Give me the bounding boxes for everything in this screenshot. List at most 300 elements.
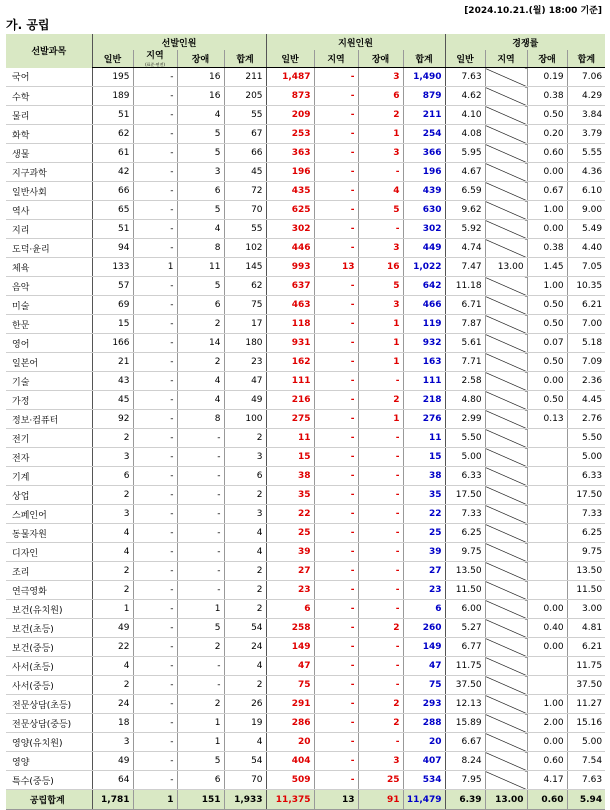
applied-region-cell: - xyxy=(314,733,358,752)
applied-total-cell: 38 xyxy=(403,467,445,486)
ratio-total-cell: 11.27 xyxy=(567,695,605,714)
ratio-general-cell: 7.71 xyxy=(445,353,485,372)
applied-region-cell: - xyxy=(314,505,358,524)
applied-general-cell: 286 xyxy=(266,714,314,733)
applied-total-cell: 211 xyxy=(403,106,445,125)
ratio-region-cell xyxy=(485,714,527,733)
table-row xyxy=(6,448,605,467)
ratio-region-cell xyxy=(485,353,527,372)
selected-region-cell: - xyxy=(133,144,177,163)
header-ratio-general: 일반 xyxy=(445,50,485,68)
applied-general-cell: 11,375 xyxy=(266,790,314,810)
selected-region-cell: - xyxy=(133,657,177,676)
selected-region-cell: - xyxy=(133,676,177,695)
applied-total-cell: 47 xyxy=(403,657,445,676)
ratio-total-cell: 4.81 xyxy=(567,619,605,638)
subject-cell: 전기 xyxy=(6,429,92,448)
applied-total-cell: 1,490 xyxy=(403,68,445,87)
subject-cell: 전문상담(중등) xyxy=(6,714,92,733)
ratio-region-cell xyxy=(485,733,527,752)
selected-general-cell: 49 xyxy=(92,619,133,638)
ratio-region-cell xyxy=(485,429,527,448)
selected-region-cell: - xyxy=(133,524,177,543)
header-sel-region: 지역 (표준·연전) xyxy=(133,50,177,68)
selected-region-cell: - xyxy=(133,505,177,524)
applied-general-cell: 11 xyxy=(266,429,314,448)
ratio-total-cell: 7.05 xyxy=(567,258,605,277)
ratio-total-cell: 7.63 xyxy=(567,771,605,790)
selected-region-cell: - xyxy=(133,106,177,125)
selected-general-cell: 61 xyxy=(92,144,133,163)
selected-general-cell: 1 xyxy=(92,600,133,619)
table-row xyxy=(6,87,605,106)
applied-total-cell: 111 xyxy=(403,372,445,391)
selected-general-cell: 4 xyxy=(92,524,133,543)
ratio-region-cell xyxy=(485,695,527,714)
section-title: 가. 공립 xyxy=(6,18,50,32)
selected-general-cell: 62 xyxy=(92,125,133,144)
selected-region-cell: 1 xyxy=(133,258,177,277)
ratio-total-cell: 4.36 xyxy=(567,163,605,182)
ratio-disabled-cell: 2.00 xyxy=(527,714,567,733)
selected-total-cell: 4 xyxy=(224,733,266,752)
ratio-disabled-cell: 1.00 xyxy=(527,695,567,714)
ratio-general-cell: 9.75 xyxy=(445,543,485,562)
subject-cell: 미술 xyxy=(6,296,92,315)
applied-region-cell: - xyxy=(314,714,358,733)
selected-region-cell: - xyxy=(133,68,177,87)
selected-general-cell: 3 xyxy=(92,448,133,467)
applied-region-cell: - xyxy=(314,486,358,505)
header-ratio: 경쟁률 xyxy=(445,34,605,50)
ratio-general-cell: 5.27 xyxy=(445,619,485,638)
header-subject: 선발과목 xyxy=(6,34,92,68)
applied-general-cell: 993 xyxy=(266,258,314,277)
subject-cell: 기술 xyxy=(6,372,92,391)
ratio-total-cell: 5.94 xyxy=(567,790,605,810)
selected-disabled-cell: - xyxy=(177,429,224,448)
applied-total-cell: 39 xyxy=(403,543,445,562)
ratio-general-cell: 6.77 xyxy=(445,638,485,657)
selected-disabled-cell: - xyxy=(177,581,224,600)
selected-region-cell: - xyxy=(133,277,177,296)
selected-total-cell: 205 xyxy=(224,87,266,106)
applied-region-cell: - xyxy=(314,562,358,581)
applied-general-cell: 25 xyxy=(266,524,314,543)
applied-total-cell: 260 xyxy=(403,619,445,638)
applied-total-cell: 149 xyxy=(403,638,445,657)
table-row xyxy=(6,752,605,771)
subject-cell: 역사 xyxy=(6,201,92,220)
ratio-total-cell: 2.76 xyxy=(567,410,605,429)
applied-total-cell: 163 xyxy=(403,353,445,372)
selected-general-cell: 51 xyxy=(92,220,133,239)
applied-general-cell: 625 xyxy=(266,201,314,220)
selected-total-cell: 3 xyxy=(224,505,266,524)
ratio-disabled-cell: 0.00 xyxy=(527,638,567,657)
applied-general-cell: 873 xyxy=(266,87,314,106)
selected-total-cell: 2 xyxy=(224,581,266,600)
subject-cell: 지리 xyxy=(6,220,92,239)
ratio-disabled-cell: 1.45 xyxy=(527,258,567,277)
applied-region-cell: - xyxy=(314,638,358,657)
applied-general-cell: 637 xyxy=(266,277,314,296)
selected-general-cell: 3 xyxy=(92,505,133,524)
table-row xyxy=(6,391,605,410)
ratio-general-cell: 7.47 xyxy=(445,258,485,277)
selected-total-cell: 67 xyxy=(224,125,266,144)
ratio-disabled-cell xyxy=(527,429,567,448)
selected-total-cell: 47 xyxy=(224,372,266,391)
applied-region-cell: - xyxy=(314,581,358,600)
header-sel-general: 일반 xyxy=(92,50,133,68)
selected-total-cell: 102 xyxy=(224,239,266,258)
ratio-region-cell xyxy=(485,220,527,239)
ratio-region-cell xyxy=(485,182,527,201)
selected-disabled-cell: - xyxy=(177,467,224,486)
applied-total-cell: 75 xyxy=(403,676,445,695)
table-row xyxy=(6,619,605,638)
selected-total-cell: 180 xyxy=(224,334,266,353)
table-row xyxy=(6,182,605,201)
ratio-total-cell: 9.00 xyxy=(567,201,605,220)
applied-disabled-cell: - xyxy=(358,448,403,467)
selected-disabled-cell: 14 xyxy=(177,334,224,353)
selected-general-cell: 1,781 xyxy=(92,790,133,810)
table-row xyxy=(6,771,605,790)
selected-total-cell: 19 xyxy=(224,714,266,733)
ratio-total-cell: 7.09 xyxy=(567,353,605,372)
applied-total-cell: 439 xyxy=(403,182,445,201)
applied-region-cell: - xyxy=(314,163,358,182)
selected-general-cell: 4 xyxy=(92,543,133,562)
ratio-region-cell: 13.00 xyxy=(485,258,527,277)
applied-general-cell: 15 xyxy=(266,448,314,467)
applied-general-cell: 931 xyxy=(266,334,314,353)
selected-total-cell: 24 xyxy=(224,638,266,657)
subject-cell: 화학 xyxy=(6,125,92,144)
selected-general-cell: 66 xyxy=(92,182,133,201)
applied-total-cell: 879 xyxy=(403,87,445,106)
table-row xyxy=(6,638,605,657)
ratio-region-cell xyxy=(485,163,527,182)
applied-disabled-cell: - xyxy=(358,562,403,581)
table-row xyxy=(6,315,605,334)
selected-total-cell: 26 xyxy=(224,695,266,714)
ratio-region-cell xyxy=(485,410,527,429)
applied-disabled-cell: 6 xyxy=(358,87,403,106)
applied-disabled-cell: - xyxy=(358,372,403,391)
subject-cell: 체육 xyxy=(6,258,92,277)
applied-total-cell: 218 xyxy=(403,391,445,410)
ratio-region-cell xyxy=(485,87,527,106)
ratio-total-cell: 5.50 xyxy=(567,429,605,448)
applied-general-cell: 162 xyxy=(266,353,314,372)
ratio-disabled-cell: 0.50 xyxy=(527,315,567,334)
ratio-disabled-cell: 0.40 xyxy=(527,619,567,638)
selected-disabled-cell: 5 xyxy=(177,619,224,638)
selected-total-cell: 1,933 xyxy=(224,790,266,810)
applied-region-cell: - xyxy=(314,391,358,410)
selected-disabled-cell: 1 xyxy=(177,714,224,733)
ratio-disabled-cell: 0.00 xyxy=(527,372,567,391)
applied-region-cell: - xyxy=(314,619,358,638)
ratio-general-cell: 5.50 xyxy=(445,429,485,448)
selected-region-cell: - xyxy=(133,391,177,410)
selected-region-cell: - xyxy=(133,733,177,752)
applied-disabled-cell: - xyxy=(358,163,403,182)
selected-general-cell: 57 xyxy=(92,277,133,296)
applied-disabled-cell: 2 xyxy=(358,714,403,733)
ratio-region-cell xyxy=(485,391,527,410)
ratio-disabled-cell: 0.50 xyxy=(527,391,567,410)
applied-disabled-cell: 3 xyxy=(358,68,403,87)
ratio-general-cell: 7.95 xyxy=(445,771,485,790)
selected-disabled-cell: 5 xyxy=(177,752,224,771)
applied-total-cell: 449 xyxy=(403,239,445,258)
applied-total-cell: 22 xyxy=(403,505,445,524)
applied-region-cell: - xyxy=(314,372,358,391)
applied-general-cell: 196 xyxy=(266,163,314,182)
ratio-region-cell: 13.00 xyxy=(485,790,527,810)
subject-cell: 수학 xyxy=(6,87,92,106)
applied-region-cell: - xyxy=(314,220,358,239)
selected-disabled-cell: 8 xyxy=(177,410,224,429)
selected-disabled-cell: 6 xyxy=(177,296,224,315)
subject-cell: 연극영화 xyxy=(6,581,92,600)
applied-general-cell: 253 xyxy=(266,125,314,144)
selected-total-cell: 2 xyxy=(224,562,266,581)
applied-total-cell: 11,479 xyxy=(403,790,445,810)
table-row xyxy=(6,714,605,733)
applied-region-cell: - xyxy=(314,524,358,543)
ratio-total-cell: 7.00 xyxy=(567,315,605,334)
header-ratio-region: 지역 xyxy=(485,50,527,68)
selected-general-cell: 166 xyxy=(92,334,133,353)
selected-region-cell: - xyxy=(133,543,177,562)
applied-total-cell: 15 xyxy=(403,448,445,467)
selected-general-cell: 2 xyxy=(92,676,133,695)
applied-general-cell: 27 xyxy=(266,562,314,581)
applied-disabled-cell: 25 xyxy=(358,771,403,790)
ratio-total-cell: 5.00 xyxy=(567,733,605,752)
applied-region-cell: - xyxy=(314,676,358,695)
subject-cell: 전문상담(초등) xyxy=(6,695,92,714)
table-row xyxy=(6,695,605,714)
applied-region-cell: - xyxy=(314,429,358,448)
ratio-general-cell: 7.87 xyxy=(445,315,485,334)
selected-total-cell: 100 xyxy=(224,410,266,429)
ratio-total-cell: 5.00 xyxy=(567,448,605,467)
applied-total-cell: 630 xyxy=(403,201,445,220)
subject-cell: 일반사회 xyxy=(6,182,92,201)
applied-disabled-cell: - xyxy=(358,676,403,695)
applied-disabled-cell: 16 xyxy=(358,258,403,277)
ratio-region-cell xyxy=(485,638,527,657)
ratio-region-cell xyxy=(485,619,527,638)
selected-region-cell: - xyxy=(133,448,177,467)
applied-total-cell: 119 xyxy=(403,315,445,334)
subject-cell: 디자인 xyxy=(6,543,92,562)
ratio-region-cell xyxy=(485,201,527,220)
selected-disabled-cell: 4 xyxy=(177,106,224,125)
ratio-general-cell: 9.62 xyxy=(445,201,485,220)
table-row xyxy=(6,353,605,372)
header-sel-disabled: 장애 xyxy=(177,50,224,68)
selected-disabled-cell: - xyxy=(177,505,224,524)
table-row xyxy=(6,372,605,391)
header-app-general: 일반 xyxy=(266,50,314,68)
ratio-general-cell: 6.59 xyxy=(445,182,485,201)
applied-total-cell: 20 xyxy=(403,733,445,752)
subject-cell: 가정 xyxy=(6,391,92,410)
applied-region-cell: - xyxy=(314,467,358,486)
selected-total-cell: 45 xyxy=(224,163,266,182)
applied-total-cell: 35 xyxy=(403,486,445,505)
applied-disabled-cell: - xyxy=(358,581,403,600)
ratio-general-cell: 4.67 xyxy=(445,163,485,182)
selected-total-cell: 49 xyxy=(224,391,266,410)
selected-general-cell: 4 xyxy=(92,657,133,676)
ratio-disabled-cell xyxy=(527,676,567,695)
applied-total-cell: 302 xyxy=(403,220,445,239)
selected-general-cell: 42 xyxy=(92,163,133,182)
selected-total-cell: 75 xyxy=(224,296,266,315)
ratio-region-cell xyxy=(485,600,527,619)
selected-total-cell: 72 xyxy=(224,182,266,201)
selected-disabled-cell: 5 xyxy=(177,277,224,296)
header-ratio-total: 합계 xyxy=(567,50,605,68)
applied-disabled-cell: 1 xyxy=(358,315,403,334)
applied-total-cell: 932 xyxy=(403,334,445,353)
applied-disabled-cell: - xyxy=(358,467,403,486)
selected-region-cell: - xyxy=(133,600,177,619)
total-row xyxy=(6,790,605,810)
ratio-region-cell xyxy=(485,68,527,87)
selected-disabled-cell: 16 xyxy=(177,87,224,106)
ratio-disabled-cell xyxy=(527,562,567,581)
applied-disabled-cell: 3 xyxy=(358,296,403,315)
ratio-region-cell xyxy=(485,277,527,296)
ratio-region-cell xyxy=(485,334,527,353)
ratio-region-cell xyxy=(485,543,527,562)
ratio-total-cell: 4.45 xyxy=(567,391,605,410)
selected-disabled-cell: 6 xyxy=(177,182,224,201)
ratio-disabled-cell xyxy=(527,543,567,562)
header-applied: 지원인원 xyxy=(266,34,445,50)
selected-total-cell: 54 xyxy=(224,619,266,638)
table-row xyxy=(6,410,605,429)
applied-general-cell: 6 xyxy=(266,600,314,619)
selected-region-cell: - xyxy=(133,315,177,334)
selected-region-cell: - xyxy=(133,163,177,182)
ratio-total-cell: 6.21 xyxy=(567,296,605,315)
ratio-disabled-cell: 0.50 xyxy=(527,353,567,372)
ratio-disabled-cell xyxy=(527,505,567,524)
ratio-disabled-cell: 0.50 xyxy=(527,296,567,315)
header-ratio-disabled: 장애 xyxy=(527,50,567,68)
ratio-general-cell: 6.67 xyxy=(445,733,485,752)
selected-region-cell: - xyxy=(133,619,177,638)
applied-region-cell: - xyxy=(314,543,358,562)
subject-cell: 보건(초등) xyxy=(6,619,92,638)
applied-general-cell: 435 xyxy=(266,182,314,201)
table-row xyxy=(6,676,605,695)
ratio-general-cell: 6.71 xyxy=(445,296,485,315)
ratio-total-cell: 13.50 xyxy=(567,562,605,581)
table-row xyxy=(6,239,605,258)
header-app-region: 지역 xyxy=(314,50,358,68)
ratio-general-cell: 2.58 xyxy=(445,372,485,391)
table-row xyxy=(6,429,605,448)
applied-disabled-cell: - xyxy=(358,657,403,676)
selected-disabled-cell: - xyxy=(177,486,224,505)
selected-region-cell: - xyxy=(133,638,177,657)
selected-general-cell: 24 xyxy=(92,695,133,714)
ratio-total-cell: 6.33 xyxy=(567,467,605,486)
ratio-general-cell: 11.75 xyxy=(445,657,485,676)
subject-cell: 정보·컴퓨터 xyxy=(6,410,92,429)
as-of-date: [2024.10.21.(월) 18:00 기준] xyxy=(464,6,602,16)
applied-disabled-cell: 2 xyxy=(358,391,403,410)
selected-general-cell: 15 xyxy=(92,315,133,334)
selected-region-cell: - xyxy=(133,239,177,258)
applied-general-cell: 275 xyxy=(266,410,314,429)
selected-general-cell: 45 xyxy=(92,391,133,410)
applied-disabled-cell: - xyxy=(358,638,403,657)
selected-total-cell: 23 xyxy=(224,353,266,372)
applied-general-cell: 111 xyxy=(266,372,314,391)
ratio-region-cell xyxy=(485,315,527,334)
ratio-total-cell: 3.00 xyxy=(567,600,605,619)
ratio-disabled-cell: 0.07 xyxy=(527,334,567,353)
selected-general-cell: 43 xyxy=(92,372,133,391)
applied-disabled-cell: 1 xyxy=(358,353,403,372)
applied-general-cell: 75 xyxy=(266,676,314,695)
ratio-general-cell: 4.74 xyxy=(445,239,485,258)
ratio-general-cell: 4.62 xyxy=(445,87,485,106)
selected-general-cell: 94 xyxy=(92,239,133,258)
selected-disabled-cell: 6 xyxy=(177,771,224,790)
ratio-general-cell: 4.80 xyxy=(445,391,485,410)
subject-cell: 음악 xyxy=(6,277,92,296)
ratio-total-cell: 6.21 xyxy=(567,638,605,657)
applied-total-cell: 642 xyxy=(403,277,445,296)
subject-cell: 전자 xyxy=(6,448,92,467)
applied-general-cell: 291 xyxy=(266,695,314,714)
ratio-total-cell: 3.84 xyxy=(567,106,605,125)
applied-general-cell: 302 xyxy=(266,220,314,239)
selected-disabled-cell: 8 xyxy=(177,239,224,258)
selected-general-cell: 6 xyxy=(92,467,133,486)
table-row xyxy=(6,334,605,353)
ratio-general-cell: 37.50 xyxy=(445,676,485,695)
table-row xyxy=(6,68,605,87)
selected-disabled-cell: - xyxy=(177,657,224,676)
applied-general-cell: 23 xyxy=(266,581,314,600)
header-app-disabled: 장애 xyxy=(358,50,403,68)
selected-general-cell: 69 xyxy=(92,296,133,315)
applied-disabled-cell: - xyxy=(358,600,403,619)
selected-region-cell: - xyxy=(133,714,177,733)
subject-cell: 영양(유치원) xyxy=(6,733,92,752)
applied-general-cell: 39 xyxy=(266,543,314,562)
subject-cell: 기계 xyxy=(6,467,92,486)
selected-region-cell: - xyxy=(133,581,177,600)
applied-general-cell: 118 xyxy=(266,315,314,334)
selected-general-cell: 64 xyxy=(92,771,133,790)
ratio-total-cell: 15.16 xyxy=(567,714,605,733)
